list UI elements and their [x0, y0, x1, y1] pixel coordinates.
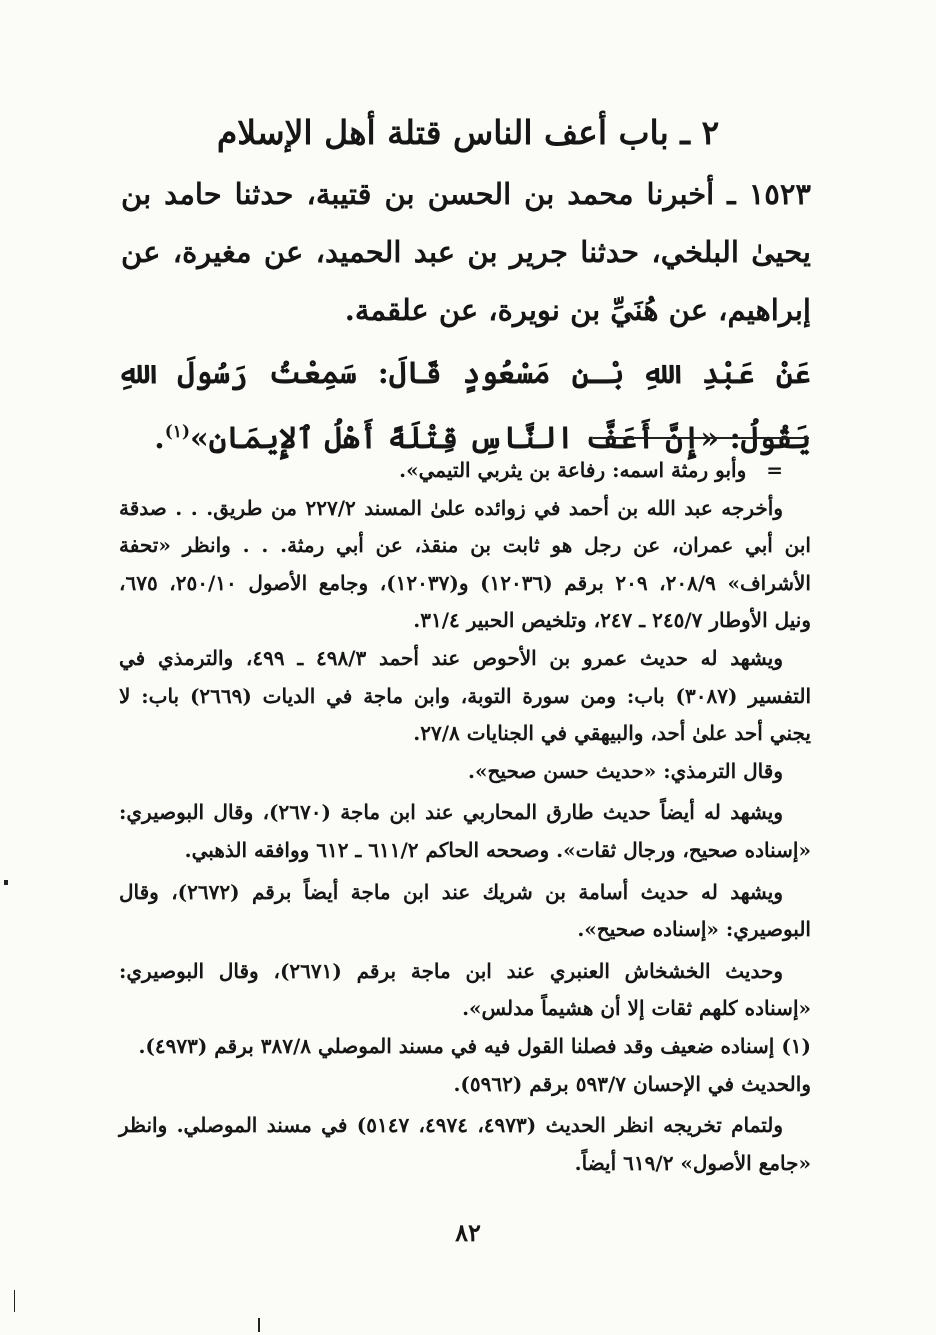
footnotes — [119, 452, 811, 1182]
hadith-text: عَنْ عَبْدِ اللهِ بْـنِ مَسْعُودٍ قَالَ: سَمِعْتُ رَسُولَ اللهِ يَقُولُ: «إِنَّ أَعَفَّ النَّاسِ قِتْلَةً أَهْلُ ٱلإِيمَانِ» — [121, 356, 811, 456]
footnote-paragraph: وحديث الخشخاش العنبري عند ابن ماجة برقم (٢٦٧١)، وقال البوصيري: «إسناده كلهم ثقات إلا أن هشيماً مدلس». — [119, 958, 811, 1021]
chapter-heading: ٢ ـ باب أعف الناس قتلة أهل الإسلام — [216, 113, 720, 152]
isnad-paragraph: ١٥٢٣ ـ أخبرنا محمد بن الحسن بن قتيبة، حدثنا حامد بن يحيىٰ البلخي، حدثنا جرير بن عبد الحميد، عن مغيرة، عن إبراهيم، عن هُنَيِّ بن نويرة، عن علقمة. — [121, 177, 811, 327]
hadith-end-mark: . — [154, 421, 165, 456]
main-text — [121, 165, 811, 468]
scan-speck — [14, 1290, 15, 1312]
footnote-paragraph: ويشهد له حديث عمرو بن الأحوص عند أحمد ٤٩٨/٣ ـ ٤٩٩، والترمذي في التفسير (٣٠٨٧) باب: ومن سورة التوبة، وابن ماجة في الديات (٢٦٦٩) باب: لا يجني أحد علىٰ أحد، والبيهقي في الجنايات ٢٧/٨. — [119, 645, 811, 746]
footnote-paragraph: ويشهد له حديث أسامة بن شريك عند ابن ماجة أيضاً برقم (٢٦٧٢)، وقال البوصيري: «إسناده صحيح». — [119, 879, 811, 942]
scan-speck — [4, 880, 8, 885]
footnote-paragraph: وقال الترمذي: «حديث حسن صحيح». — [468, 758, 783, 783]
hadith-paragraph — [121, 345, 811, 468]
scan-speck — [258, 1318, 260, 1332]
footnote-paragraph: وأخرجه عبد الله بن أحمد في زوائده علىٰ المسند ٢٢٧/٢ من طريق. . . صدقة ابن أبي عمران، عن رجل هو ثابت بن منقذ، عن أبي رمثة. . . وانظر «تحفة الأشراف» ٢٠٨/٩، ٢٠٩ برقم (١٢٠٣٦) و(١٢٠٣٧)، وجامع الأصول ٢٥٠/١٠، ٦٧٥، ونيل الأوطار ٢٤٥/٧ ـ ٢٤٧، وتلخيص الحبير ٣١/٤. — [119, 495, 811, 633]
footnote-line — [119, 452, 811, 490]
continuation-mark: = — [766, 458, 783, 482]
footnote-separator — [593, 437, 809, 439]
footnote-1: (١) إسناده ضعيف وقد فصلنا القول فيه في مسند الموصلي ٣٨٧/٨ برقم (٤٩٧٣). — [138, 1033, 811, 1058]
footnote-text: وأبو رمثة اسمه: رفاعة بن يثربي التيمي». — [399, 458, 747, 482]
footnote-paragraph: ويشهد له أيضاً حديث طارق المحاربي عند ابن ماجة (٢٦٧٠)، وقال البوصيري: «إسناده صحيح، ورجال ثقات». وصححه الحاكم ٦١١/٢ ـ ٦١٢ ووافقه الذهبي. — [119, 800, 811, 862]
footnote-paragraph: والحديث في الإحسان ٥٩٣/٧ برقم (٥٩٦٢). — [453, 1071, 811, 1096]
footnote-reference: (١) — [164, 422, 190, 442]
page-number: ٨٢ — [455, 1218, 481, 1247]
footnote-paragraph: ولتمام تخريجه انظر الحديث (٤٩٧٣، ٤٩٧٤، ٥١٤٧) في مسند الموصلي. وانظر «جامع الأصول» ٦١٩/٢ أيضاً. — [119, 1113, 811, 1175]
